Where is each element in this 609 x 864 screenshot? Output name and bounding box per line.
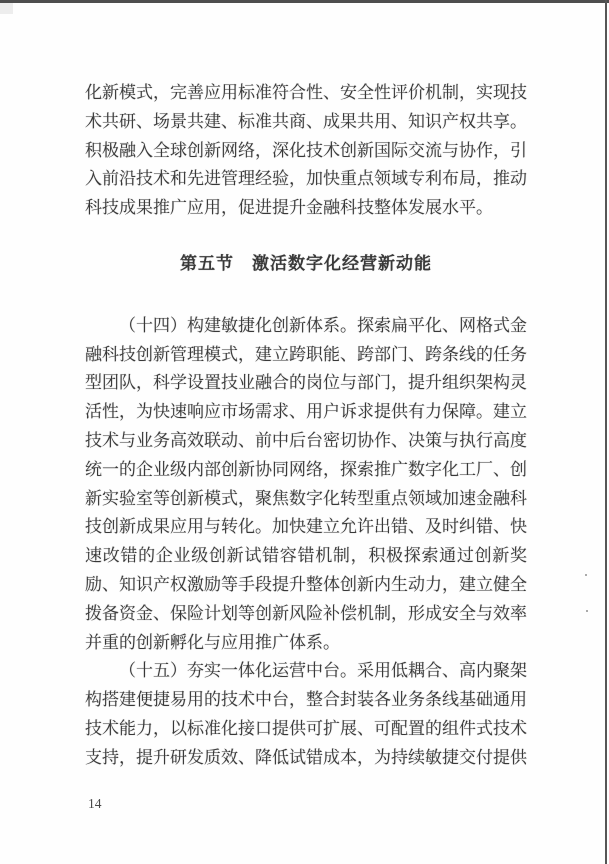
scan-speck <box>585 574 587 576</box>
page-content <box>85 79 527 773</box>
paragraph-continuation: 化新模式，完善应用标准符合性、安全性评价机制，实现技 术共研、场景共建、标准共商、成果共用、知识产权共享。 积极融入全球创新网络，深化技术创新国际交流与协作，引 入前沿技术和先进管理经验，加快重点领域专利布局，推动 科技成果推广应用，促进提升金融科技整体发展水平。 <box>85 83 527 218</box>
section-heading: 第五节 激活数字化经营新动能 <box>180 253 432 273</box>
scan-edge-right <box>605 0 607 864</box>
page-number: 14 <box>88 796 102 811</box>
scan-edge-top <box>0 0 609 3</box>
paragraph-item-15: （十五）夯实一体化运营中台。采用低耦合、高内聚架 构搭建便捷易用的技术中台，整合封装各业务条线基础通用 技术能力，以标准化接口提供可扩展、可配置的组件式技术 支持，提升研发质效、降低试错成本，为持续敏捷交付提供 <box>85 661 527 767</box>
paragraph-item-14: （十四）构建敏捷化创新体系。探索扁平化、网格式金 融科技创新管理模式，建立跨职能、跨部门、跨条线的任务 型团队，科学设置技业融合的岗位与部门，提升组织架构灵 活性，为快速响应市场需求、用户诉求提供有力保障。建立 技术与业务高效联动、前中后台密切协作、决策与执行高度 统一的企业级内部创新协同网络，探索推广数字化工厂、创 新实验室等创新模式，聚焦数字化转型重点领域加速金融科 技创新成果应用与转化。加快建立允许出错、及时纠错、快 速改错的企业级创新试错容错机制，积极探索通过创新奖 励、知识产权激励等手段提升整体创新内生动力，建立健全 拨备资金、保险计划等创新风险补偿机制，形成安全与效率 并重的创新孵化与应用推广体系。 <box>85 315 527 652</box>
scan-artifact-corner <box>0 3 13 14</box>
scan-speck <box>586 610 588 612</box>
